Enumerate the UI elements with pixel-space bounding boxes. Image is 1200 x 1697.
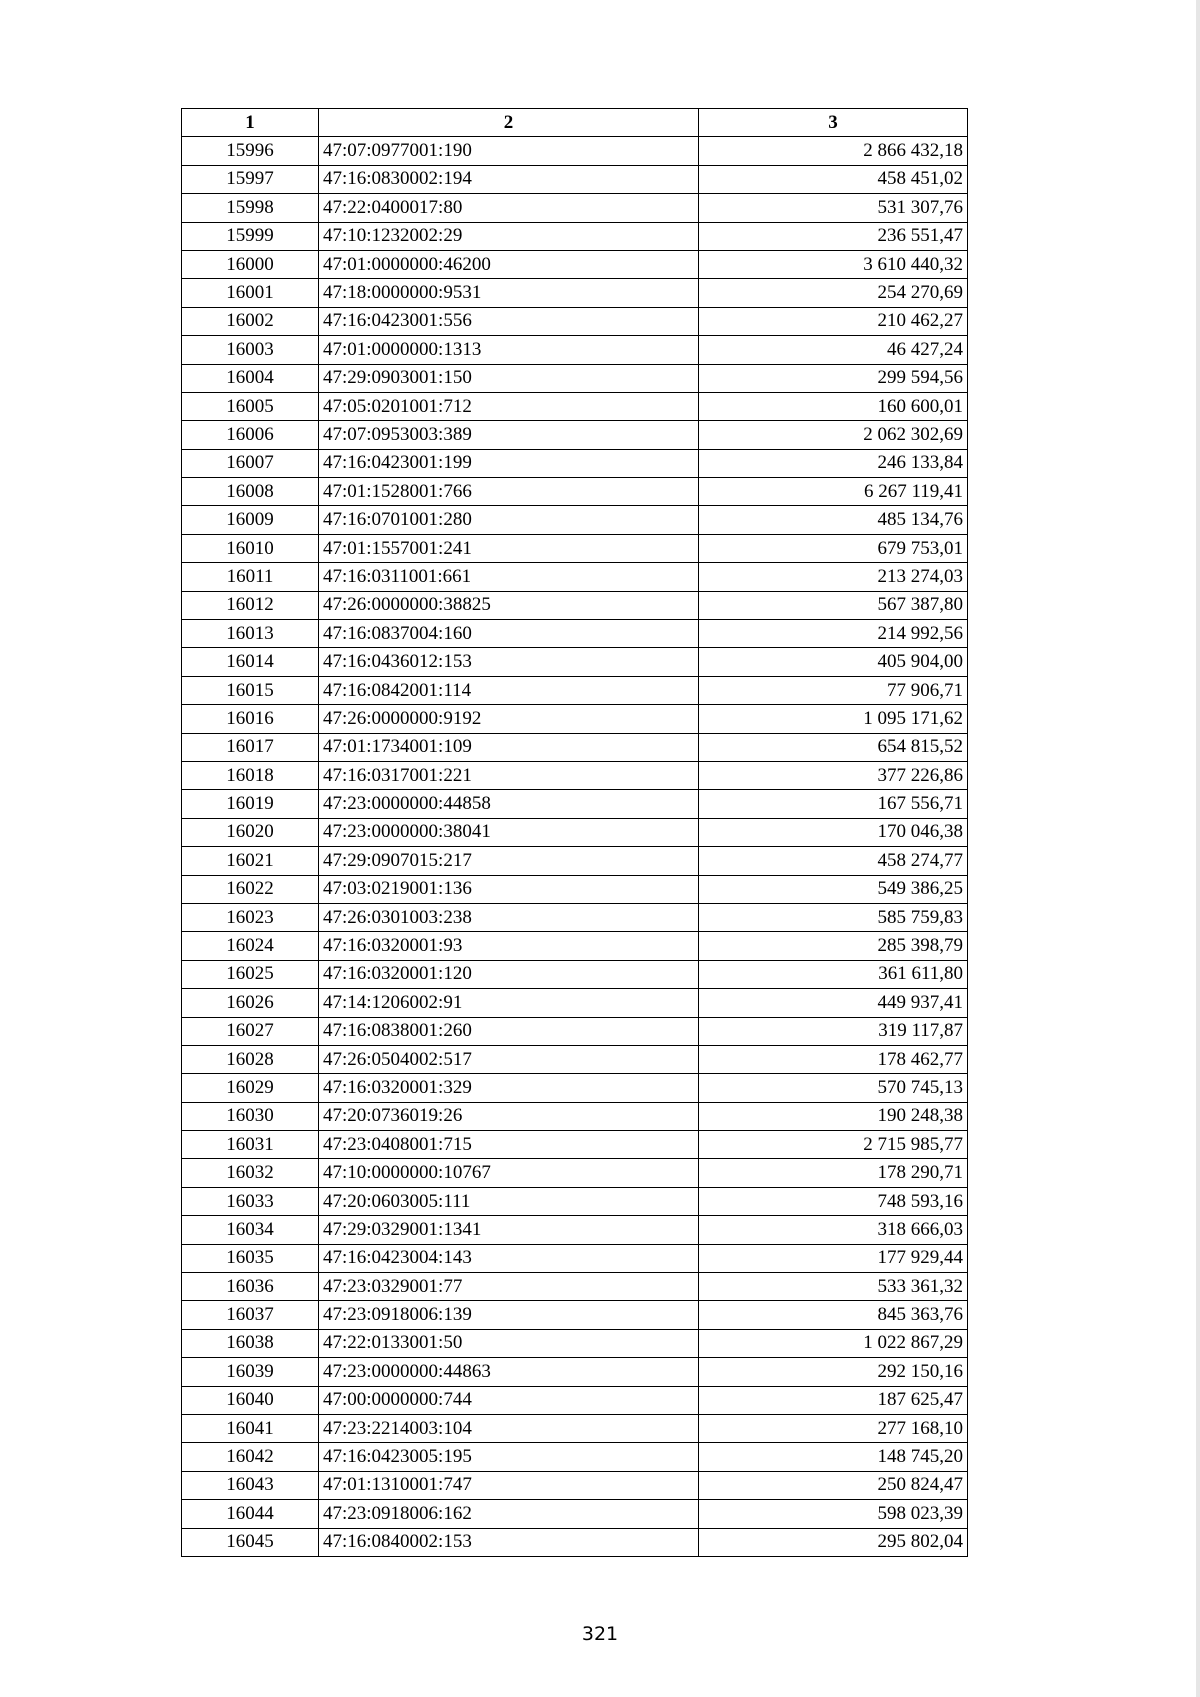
cadastral-value: 148 745,20: [699, 1443, 968, 1471]
row-number: 16026: [182, 989, 319, 1017]
cadastral-number: 47:16:0838001:260: [319, 1017, 699, 1045]
cadastral-number: 47:10:0000000:10767: [319, 1159, 699, 1187]
table-row: [182, 165, 968, 193]
cadastral-number: 47:01:1557001:241: [319, 534, 699, 562]
table-row: [182, 1386, 968, 1414]
table-row: [182, 705, 968, 733]
row-number: 16011: [182, 563, 319, 591]
cadastral-number: 47:16:0830002:194: [319, 165, 699, 193]
cadastral-value: 458 274,77: [699, 847, 968, 875]
cadastral-number: 47:01:1310001:747: [319, 1471, 699, 1499]
row-number: 16045: [182, 1528, 319, 1556]
table-row: [182, 563, 968, 591]
row-number: 16000: [182, 250, 319, 278]
table-row: [182, 336, 968, 364]
cadastral-number: 47:16:0423005:195: [319, 1443, 699, 1471]
table-row: [182, 194, 968, 222]
cadastral-value: 254 270,69: [699, 279, 968, 307]
table-row: [182, 790, 968, 818]
cadastral-value: 585 759,83: [699, 903, 968, 931]
table-row: [182, 1017, 968, 1045]
row-number: 16041: [182, 1414, 319, 1442]
table-row: [182, 1102, 968, 1130]
cadastral-value: 292 150,16: [699, 1358, 968, 1386]
cadastral-number: 47:26:0000000:38825: [319, 591, 699, 619]
cadastral-value: 458 451,02: [699, 165, 968, 193]
cadastral-value: 177 929,44: [699, 1244, 968, 1272]
row-number: 16040: [182, 1386, 319, 1414]
row-number: 16036: [182, 1273, 319, 1301]
cadastral-value: 405 904,00: [699, 648, 968, 676]
table-row: [182, 1500, 968, 1528]
table-row: [182, 421, 968, 449]
cadastral-value: 1 022 867,29: [699, 1329, 968, 1357]
table-row: [182, 392, 968, 420]
column-header-number: 1: [182, 109, 319, 137]
table-row: [182, 1528, 968, 1556]
cadastral-value: 214 992,56: [699, 620, 968, 648]
cadastral-value: 277 168,10: [699, 1414, 968, 1442]
row-number: 15999: [182, 222, 319, 250]
row-number: 16032: [182, 1159, 319, 1187]
row-number: 16037: [182, 1301, 319, 1329]
row-number: 16029: [182, 1074, 319, 1102]
cadastral-number: 47:16:0311001:661: [319, 563, 699, 591]
cadastral-value: 210 462,27: [699, 307, 968, 335]
table-row: [182, 903, 968, 931]
cadastral-number: 47:07:0953003:389: [319, 421, 699, 449]
cadastral-number: 47:18:0000000:9531: [319, 279, 699, 307]
cadastral-value: 319 117,87: [699, 1017, 968, 1045]
cadastral-value: 748 593,16: [699, 1187, 968, 1215]
table-row: [182, 1301, 968, 1329]
row-number: 16030: [182, 1102, 319, 1130]
cadastral-number: 47:16:0423001:199: [319, 449, 699, 477]
cadastral-number: 47:29:0329001:1341: [319, 1216, 699, 1244]
table-row: [182, 307, 968, 335]
table-row: [182, 591, 968, 619]
table-body: [182, 137, 968, 1557]
cadastral-number: 47:23:2214003:104: [319, 1414, 699, 1442]
row-number: 16031: [182, 1131, 319, 1159]
cadastral-value: 679 753,01: [699, 534, 968, 562]
cadastral-number: 47:10:1232002:29: [319, 222, 699, 250]
cadastral-value: 377 226,86: [699, 761, 968, 789]
cadastral-number: 47:07:0977001:190: [319, 137, 699, 165]
row-number: 16012: [182, 591, 319, 619]
row-number: 16021: [182, 847, 319, 875]
table-row: [182, 818, 968, 846]
cadastral-number: 47:16:0701001:280: [319, 506, 699, 534]
table-row: [182, 364, 968, 392]
cadastral-value: 1 095 171,62: [699, 705, 968, 733]
row-number: 16034: [182, 1216, 319, 1244]
cadastral-value: 187 625,47: [699, 1386, 968, 1414]
cadastral-value: 6 267 119,41: [699, 478, 968, 506]
row-number: 16033: [182, 1187, 319, 1215]
cadastral-number: 47:23:0329001:77: [319, 1273, 699, 1301]
table-row: [182, 989, 968, 1017]
table-row: [182, 932, 968, 960]
row-number: 16038: [182, 1329, 319, 1357]
column-header-cadastral-id: 2: [319, 109, 699, 137]
row-number: 16008: [182, 478, 319, 506]
cadastral-number: 47:23:0000000:38041: [319, 818, 699, 846]
cadastral-number: 47:16:0842001:114: [319, 676, 699, 704]
row-number: 16014: [182, 648, 319, 676]
cadastral-value: 246 133,84: [699, 449, 968, 477]
table-row: [182, 847, 968, 875]
row-number: 16028: [182, 1045, 319, 1073]
row-number: 15996: [182, 137, 319, 165]
cadastral-number: 47:22:0400017:80: [319, 194, 699, 222]
table-row: [182, 1159, 968, 1187]
cadastral-value: 598 023,39: [699, 1500, 968, 1528]
row-number: 16004: [182, 364, 319, 392]
cadastral-number: 47:23:0000000:44858: [319, 790, 699, 818]
row-number: 16005: [182, 392, 319, 420]
row-number: 16013: [182, 620, 319, 648]
cadastral-number: 47:26:0000000:9192: [319, 705, 699, 733]
cadastral-number: 47:01:0000000:46200: [319, 250, 699, 278]
cadastral-value: 178 462,77: [699, 1045, 968, 1073]
table-row: [182, 733, 968, 761]
cadastral-number: 47:16:0436012:153: [319, 648, 699, 676]
table-row: [182, 648, 968, 676]
cadastral-value: 531 307,76: [699, 194, 968, 222]
row-number: 16017: [182, 733, 319, 761]
cadastral-value: 654 815,52: [699, 733, 968, 761]
cadastral-value: 178 290,71: [699, 1159, 968, 1187]
cadastral-number: 47:16:0320001:120: [319, 960, 699, 988]
column-header-value: 3: [699, 109, 968, 137]
cadastral-value: 46 427,24: [699, 336, 968, 364]
cadastral-value: 170 046,38: [699, 818, 968, 846]
cadastral-number: 47:01:1734001:109: [319, 733, 699, 761]
row-number: 16016: [182, 705, 319, 733]
row-number: 16039: [182, 1358, 319, 1386]
cadastral-number: 47:16:0320001:329: [319, 1074, 699, 1102]
cadastral-number: 47:20:0603005:111: [319, 1187, 699, 1215]
cadastral-number: 47:16:0317001:221: [319, 761, 699, 789]
cadastral-number: 47:01:0000000:1313: [319, 336, 699, 364]
cadastral-value: 295 802,04: [699, 1528, 968, 1556]
table-row: [182, 222, 968, 250]
row-number: 16025: [182, 960, 319, 988]
cadastral-value: 485 134,76: [699, 506, 968, 534]
cadastral-number: 47:23:0918006:139: [319, 1301, 699, 1329]
row-number: 16044: [182, 1500, 319, 1528]
cadastral-value: 236 551,47: [699, 222, 968, 250]
table-row: [182, 1471, 968, 1499]
cadastral-value: 2 866 432,18: [699, 137, 968, 165]
cadastral-number: 47:14:1206002:91: [319, 989, 699, 1017]
row-number: 16042: [182, 1443, 319, 1471]
cadastral-number: 47:05:0201001:712: [319, 392, 699, 420]
table-row: [182, 506, 968, 534]
cadastral-value: 449 937,41: [699, 989, 968, 1017]
cadastral-value: 533 361,32: [699, 1273, 968, 1301]
table-row: [182, 534, 968, 562]
table-row: [182, 1045, 968, 1073]
cadastral-value: 570 745,13: [699, 1074, 968, 1102]
cadastral-number: 47:01:1528001:766: [319, 478, 699, 506]
row-number: 16043: [182, 1471, 319, 1499]
cadastral-number: 47:29:0903001:150: [319, 364, 699, 392]
row-number: 16022: [182, 875, 319, 903]
table-row: [182, 1131, 968, 1159]
table-row: [182, 250, 968, 278]
page-edge: [1196, 0, 1200, 1697]
cadastral-value: 549 386,25: [699, 875, 968, 903]
cadastral-number: 47:26:0504002:517: [319, 1045, 699, 1073]
cadastral-value: 285 398,79: [699, 932, 968, 960]
cadastral-value: 3 610 440,32: [699, 250, 968, 278]
table-row: [182, 1074, 968, 1102]
table-row: [182, 1358, 968, 1386]
cadastral-value: 361 611,80: [699, 960, 968, 988]
cadastral-number: 47:23:0000000:44863: [319, 1358, 699, 1386]
row-number: 15997: [182, 165, 319, 193]
table-row: [182, 620, 968, 648]
cadastral-number: 47:16:0840002:153: [319, 1528, 699, 1556]
table-row: [182, 279, 968, 307]
cadastral-value: 2 715 985,77: [699, 1131, 968, 1159]
cadastral-value: 213 274,03: [699, 563, 968, 591]
cadastral-number: 47:16:0423004:143: [319, 1244, 699, 1272]
table-row: [182, 137, 968, 165]
row-number: 16002: [182, 307, 319, 335]
table-row: [182, 676, 968, 704]
table-row: [182, 761, 968, 789]
table-row: [182, 1216, 968, 1244]
cadastral-number: 47:03:0219001:136: [319, 875, 699, 903]
table-row: [182, 478, 968, 506]
row-number: 16024: [182, 932, 319, 960]
cadastral-value: 299 594,56: [699, 364, 968, 392]
cadastral-number: 47:00:0000000:744: [319, 1386, 699, 1414]
cadastral-value: 567 387,80: [699, 591, 968, 619]
row-number: 16020: [182, 818, 319, 846]
cadastral-number: 47:16:0837004:160: [319, 620, 699, 648]
row-number: 16003: [182, 336, 319, 364]
cadastral-number: 47:20:0736019:26: [319, 1102, 699, 1130]
table-row: [182, 1414, 968, 1442]
table-row: [182, 1244, 968, 1272]
table-row: [182, 1273, 968, 1301]
header-row: [182, 109, 968, 137]
cadastral-value: 318 666,03: [699, 1216, 968, 1244]
row-number: 15998: [182, 194, 319, 222]
row-number: 16019: [182, 790, 319, 818]
cadastral-value: 250 824,47: [699, 1471, 968, 1499]
cadastral-number: 47:16:0320001:93: [319, 932, 699, 960]
row-number: 16018: [182, 761, 319, 789]
row-number: 16015: [182, 676, 319, 704]
cadastral-number: 47:22:0133001:50: [319, 1329, 699, 1357]
cadastral-value: 160 600,01: [699, 392, 968, 420]
row-number: 16023: [182, 903, 319, 931]
cadastral-number: 47:23:0408001:715: [319, 1131, 699, 1159]
table-row: [182, 1443, 968, 1471]
table-row: [182, 1187, 968, 1215]
cadastral-number: 47:23:0918006:162: [319, 1500, 699, 1528]
row-number: 16006: [182, 421, 319, 449]
table-header: [182, 109, 968, 137]
table-row: [182, 960, 968, 988]
row-number: 16035: [182, 1244, 319, 1272]
cadastral-value: 190 248,38: [699, 1102, 968, 1130]
cadastral-number: 47:26:0301003:238: [319, 903, 699, 931]
table-row: [182, 1329, 968, 1357]
cadastral-number: 47:29:0907015:217: [319, 847, 699, 875]
table-row: [182, 875, 968, 903]
page-number: 321: [581, 1623, 619, 1645]
table-row: [182, 449, 968, 477]
cadastral-value: 77 906,71: [699, 676, 968, 704]
cadastral-number: 47:16:0423001:556: [319, 307, 699, 335]
row-number: 16027: [182, 1017, 319, 1045]
row-number: 16001: [182, 279, 319, 307]
row-number: 16009: [182, 506, 319, 534]
cadastral-value: 845 363,76: [699, 1301, 968, 1329]
row-number: 16010: [182, 534, 319, 562]
row-number: 16007: [182, 449, 319, 477]
cadastral-value: 2 062 302,69: [699, 421, 968, 449]
cadastral-value-table: [181, 108, 968, 1557]
cadastral-value: 167 556,71: [699, 790, 968, 818]
